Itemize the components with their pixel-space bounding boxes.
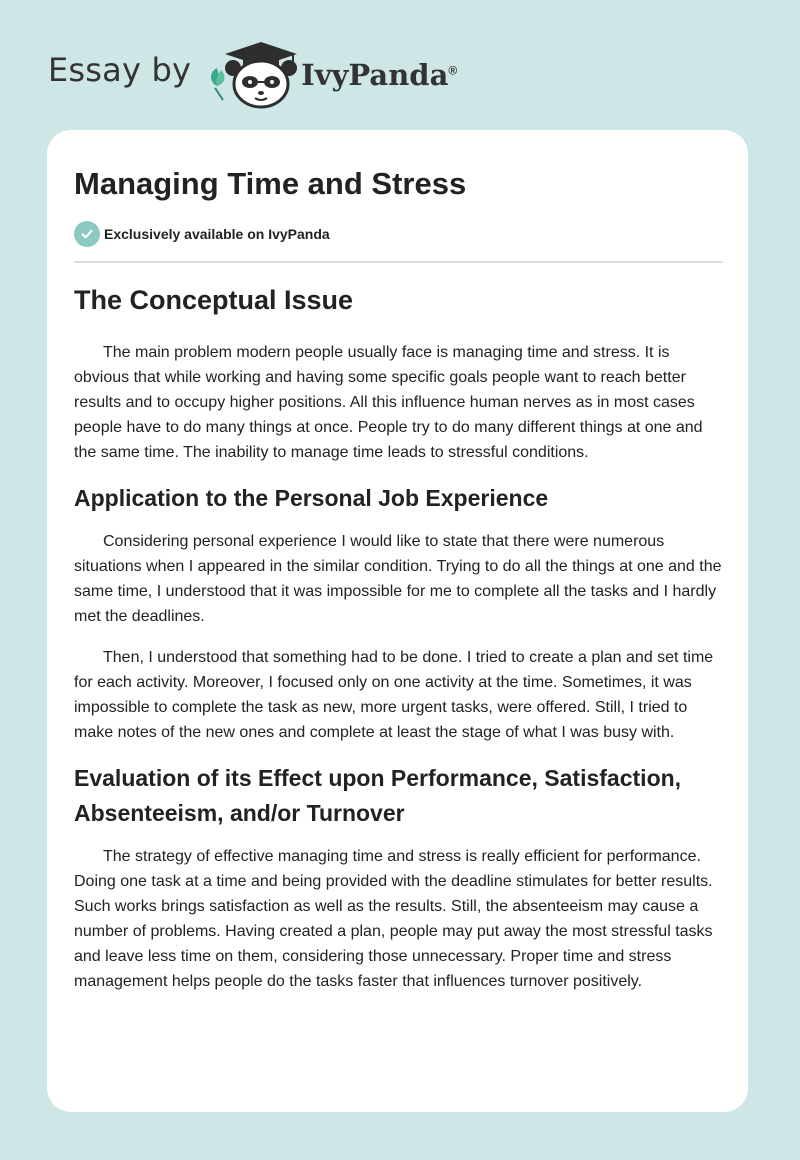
section-heading: The Conceptual Issue	[74, 285, 354, 315]
divider	[74, 261, 723, 263]
section-heading: Application to the Personal Job Experience	[74, 484, 549, 511]
essay-body	[74, 284, 723, 1010]
essay-card	[47, 130, 748, 1112]
paragraph: The main problem modern people usually face is managing time and stress. It is obvious that while working and having some specific goals people want to reach better results and to occupy higher positions. All this influence human nerves as in most cases people have to do many things at once. People try to do many different things at one and the same time. The inability to manage time leads to stressful conditions.	[74, 343, 703, 461]
logo-prefix: Essay by	[48, 51, 192, 89]
check-circle-icon	[74, 221, 100, 247]
exclusive-badge	[74, 221, 330, 247]
page-title: Managing Time and Stress	[74, 166, 467, 201]
section-heading: Evaluation of its Effect upon Performance, Satisfaction, Absenteeism, and/or Turnover	[74, 765, 682, 826]
site-logo[interactable]	[48, 38, 457, 110]
paragraph: The strategy of effective managing time and stress is really efficient for performance. Doing one task at a time and being provided with the deadline stimulates for better results. Such works brings satisfaction as well as the results. Still, the absenteeism may cause a number of problems. Having created a plan, people may put away the most stressful tasks and leave less time on them, considering those unnecessary. Proper time and stress management helps people do the tasks faster that influences turnover positively.	[74, 848, 713, 991]
paragraph: Then, I understood that something had to be done. I tried to create a plan and set time for each activity. Moreover, I focused only on one activity at the time. Sometimes, it was impossible to complete the task as new, more urgent tasks, were offered. Still, I tried to make notes of the new ones and complete at least the stage of what I was busy with.	[74, 649, 714, 742]
panda-icon	[203, 38, 299, 110]
logo-brand: IvyPanda®	[301, 58, 458, 92]
registered-mark: ®	[448, 63, 458, 78]
paragraph: Considering personal experience I would like to state that there were numerous situations when I appeared in the similar condition. Trying to do all the things at one and the same time, I understood that it was impossible for me to complete all the tasks and I hardly met the deadlines.	[74, 533, 722, 626]
badge-text: Exclusively available on IvyPanda	[104, 226, 330, 242]
